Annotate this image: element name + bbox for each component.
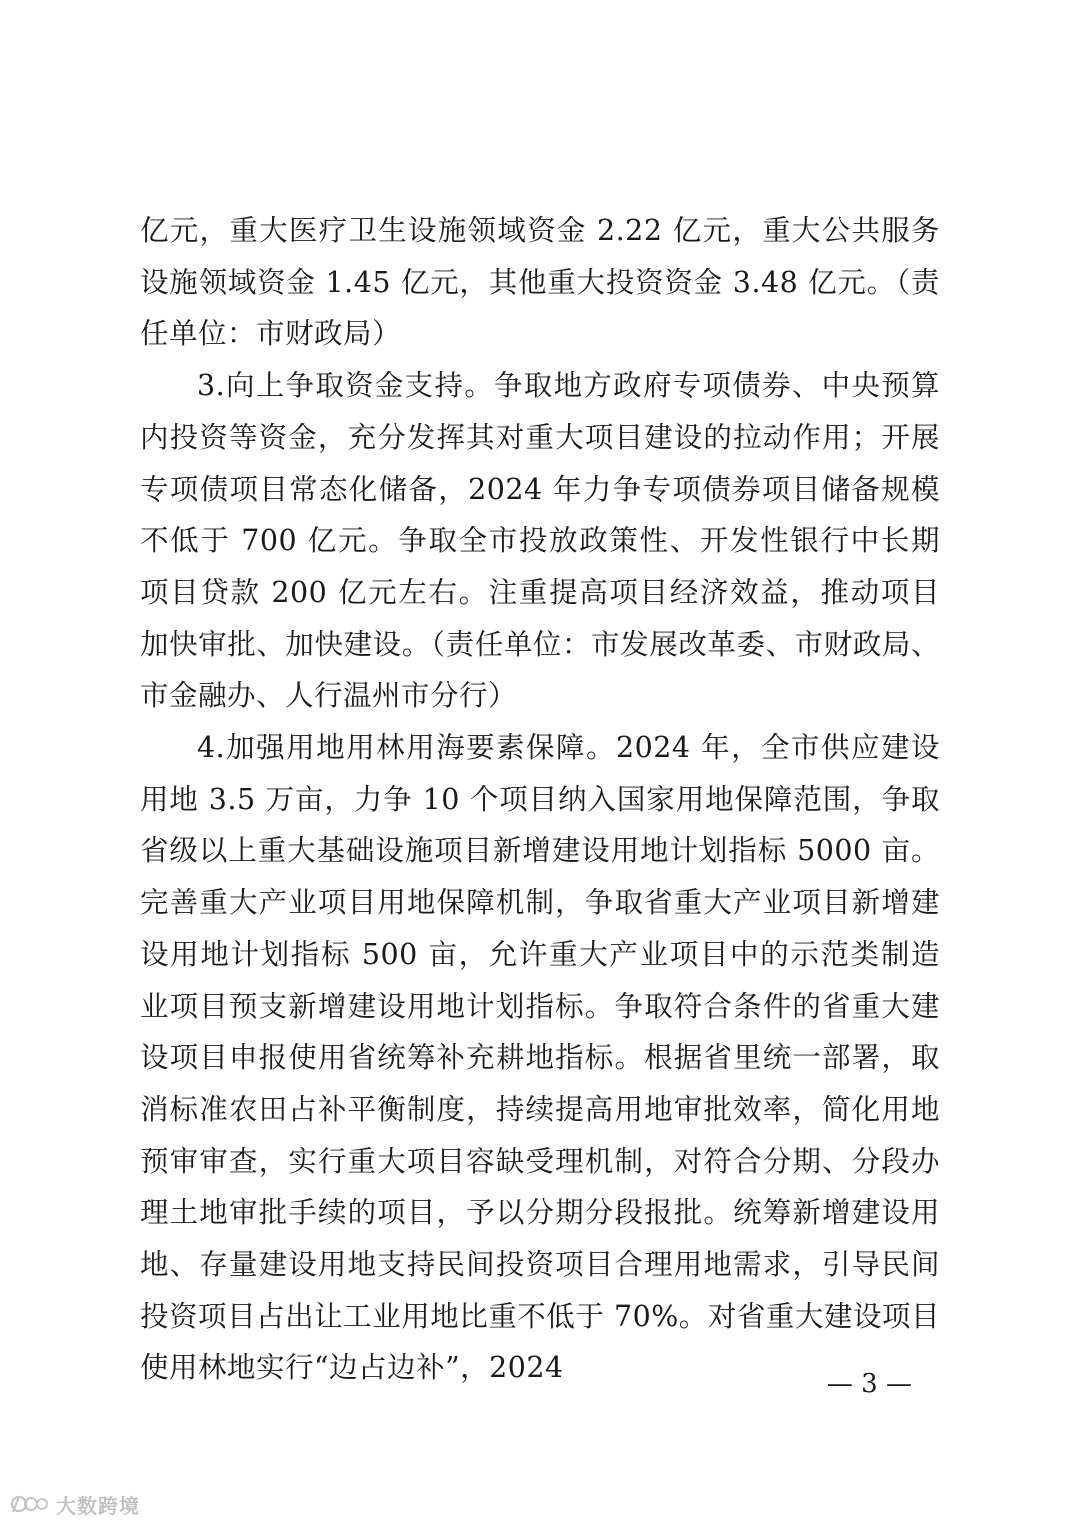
paragraph: 亿元，重大医疗卫生设施领域资金 2.22 亿元，重大公共服务设施领域资金 1.45 亿元，其他重大投资资金 3.48 亿元。（责任单位：市财政局）	[140, 214, 940, 351]
paragraph: 3.向上争取资金支持。争取地方政府专项债券、中央预算内投资等资金，充分发挥其对重大项目建设的拉动作用；开展专项债项目常态化储备，2024 年力争专项债券项目储备规模不低于 700 亿元。争取全市投放政策性、开发性银行中长期项目贷款 200 亿元左右。注重提高项目经济效益，推动项目加快审批、加快建设。（责任单位：市发展改革委、市财政局、市金融办、人行温州市分行）	[140, 369, 940, 713]
page-number: — 3 —	[826, 1369, 912, 1399]
paragraph: 4.加强用地用林用海要素保障。2024 年，全市供应建设用地 3.5 万亩，力争 10 个项目纳入国家用地保障范围，争取省级以上重大基础设施项目新增建设用地计划指标 5000 亩。完善重大产业项目用地保障机制，争取省重大产业项目新增建设用地计划指标 500 亩，允许重大产业项目中的示范类制造业项目预支新增建设用地计划指标。争取符合条件的省重大建设项目申报使用省统筹补充耕地指标。根据省里统一部署，取消标准农田占补平衡制度，持续提高用地审批效率，简化用地预审审查，实行重大项目容缺受理机制，对符合分期、分段办理土地审批手续的项目，予以分期分段报批。统筹新增建设用地、存量建设用地支持民间投资项目合理用地需求，引导民间投资项目占出让工业用地比重不低于 70%。对省重大建设项目使用林地实行“边占边补”，2024	[140, 731, 940, 1385]
logo-icon	[10, 1492, 52, 1516]
watermark	[10, 1490, 140, 1518]
watermark-text: 大数跨境	[56, 1493, 140, 1518]
document-body	[140, 205, 940, 1394]
